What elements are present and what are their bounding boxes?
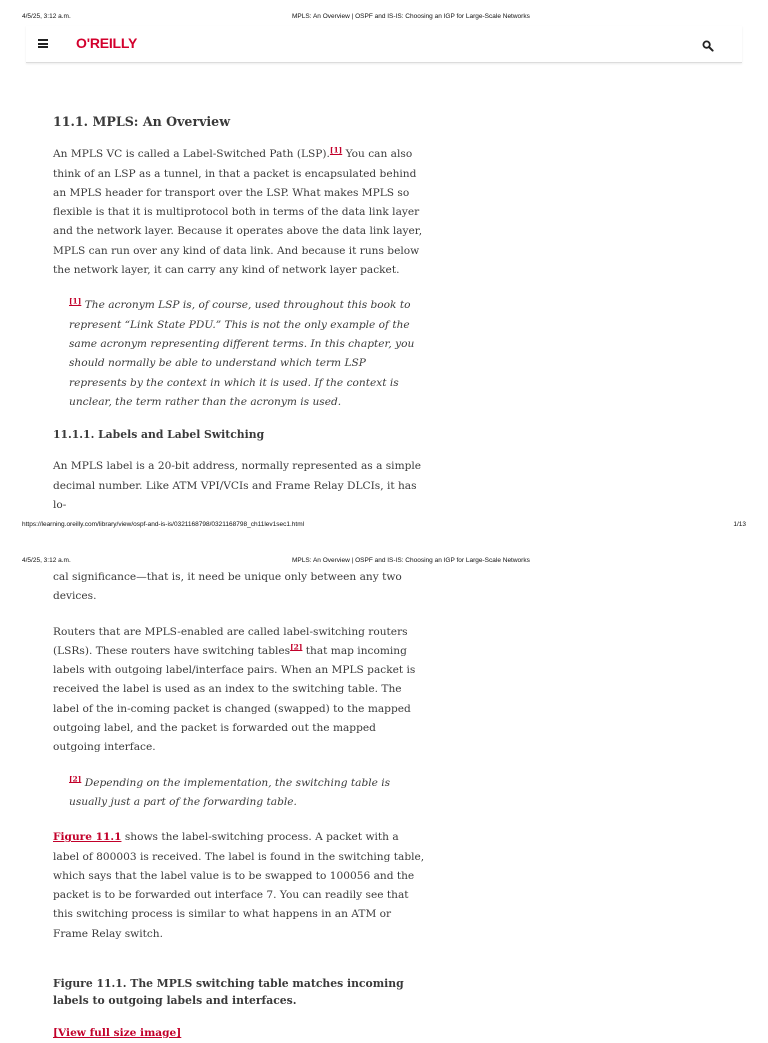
subsection-heading: 11.1.1. Labels and Label Switching — [53, 428, 265, 442]
section-heading: 11.1. MPLS: An Overview — [53, 114, 231, 129]
oreilly-logo[interactable]: O'REILLY — [76, 35, 138, 51]
paragraph-lsr: Routers that are MPLS-enabled are called label-switching routers (LSRs). These routers have switching tables[2] that map incoming labels with outgoing label/interface pairs. When an MPLS packet is received the label is used as an index to the switching table. The label of the in-coming packet is changed (swapped) to the mapped outgoing label, and the packet is forwarded out the mapped outgoing interface. — [53, 625, 416, 754]
view-full-size-paragraph — [53, 1024, 425, 1043]
print-date-2: 4/5/25, 3:12 a.m. — [22, 557, 71, 564]
search-icon[interactable] — [702, 37, 716, 51]
view-full-size-link[interactable]: [View full size image] — [53, 1027, 182, 1040]
footnote-1: [1] The acronym LSP is, of course, used throughout this book to represent “Link State PDU.” This is not the only example of the same acronym representing different terms. In this chapter, you should normally be able to understand which term LSP represents by the context in which it is used. If the context is unclear, the term rather than the acronym is used. — [69, 296, 415, 408]
footnote-1-backlink[interactable]: [1] — [69, 296, 82, 306]
page1-content — [53, 112, 425, 515]
site-header — [26, 26, 742, 63]
paragraph-label: An MPLS label is a 20-bit address, normally represented as a simple decimal number. Like ATM VPI/VCIs and Frame Relay DLCIs, it has lo- — [53, 460, 422, 512]
footnote-1-link[interactable]: [1] — [329, 145, 343, 155]
print-page-number: 1/13 — [733, 521, 746, 528]
paragraph-label-cont: cal significance—that is, it need be unique only between any two devices. — [53, 571, 402, 603]
figure-caption: Figure 11.1. The MPLS switching table matches incoming labels to outgoing labels and interfaces. — [53, 977, 404, 1007]
page2-content — [53, 568, 425, 1043]
footnote-2-link[interactable]: [2] — [290, 642, 303, 652]
print-header — [22, 13, 746, 25]
paragraph-lsp: An MPLS VC is called a Label-Switched Path (LSP).[1] You can also think of an LSP as a tunnel, in that a packet is encapsulated behind an MPLS header for transport over the LSP. What makes MPLS so flexible is that it is multiprotocol both in terms of the data link layer and the network layer. Because it operates above the data link layer, MPLS can run over any kind of data link. And because it runs below the network layer, it can carry any kind of network layer packet. — [53, 145, 423, 277]
print-title-2: MPLS: An Overview | OSPF and IS-IS: Choosing an IGP for Large-Scale Networks — [292, 557, 530, 564]
footnote-2-backlink[interactable]: [2] — [69, 774, 82, 784]
print-title: MPLS: An Overview | OSPF and IS-IS: Choosing an IGP for Large-Scale Networks — [292, 13, 530, 20]
print-date: 4/5/25, 3:12 a.m. — [22, 13, 71, 20]
print-url: https://learning.oreilly.com/library/view/ospf-and-is-is/0321168798/0321168798_ch11lev1sec1.html — [22, 521, 305, 528]
print-footer — [22, 521, 746, 533]
paragraph-figure-ref: Figure 11.1 shows the label-switching process. A packet with a label of 800003 is received. The label is found in the switching table, which says that the label value is to be swapped to 100056 and the packet is to be forwarded out interface 7. You can readily see that this switching process is similar to what happens in an ATM or Frame Relay switch. — [53, 831, 425, 940]
figure-11-1-link[interactable]: Figure 11.1 — [53, 831, 122, 844]
footnote-2: [2] Depending on the implementation, the switching table is usually just a part of the forwarding table. — [69, 774, 391, 808]
hamburger-menu-icon[interactable] — [38, 39, 48, 48]
